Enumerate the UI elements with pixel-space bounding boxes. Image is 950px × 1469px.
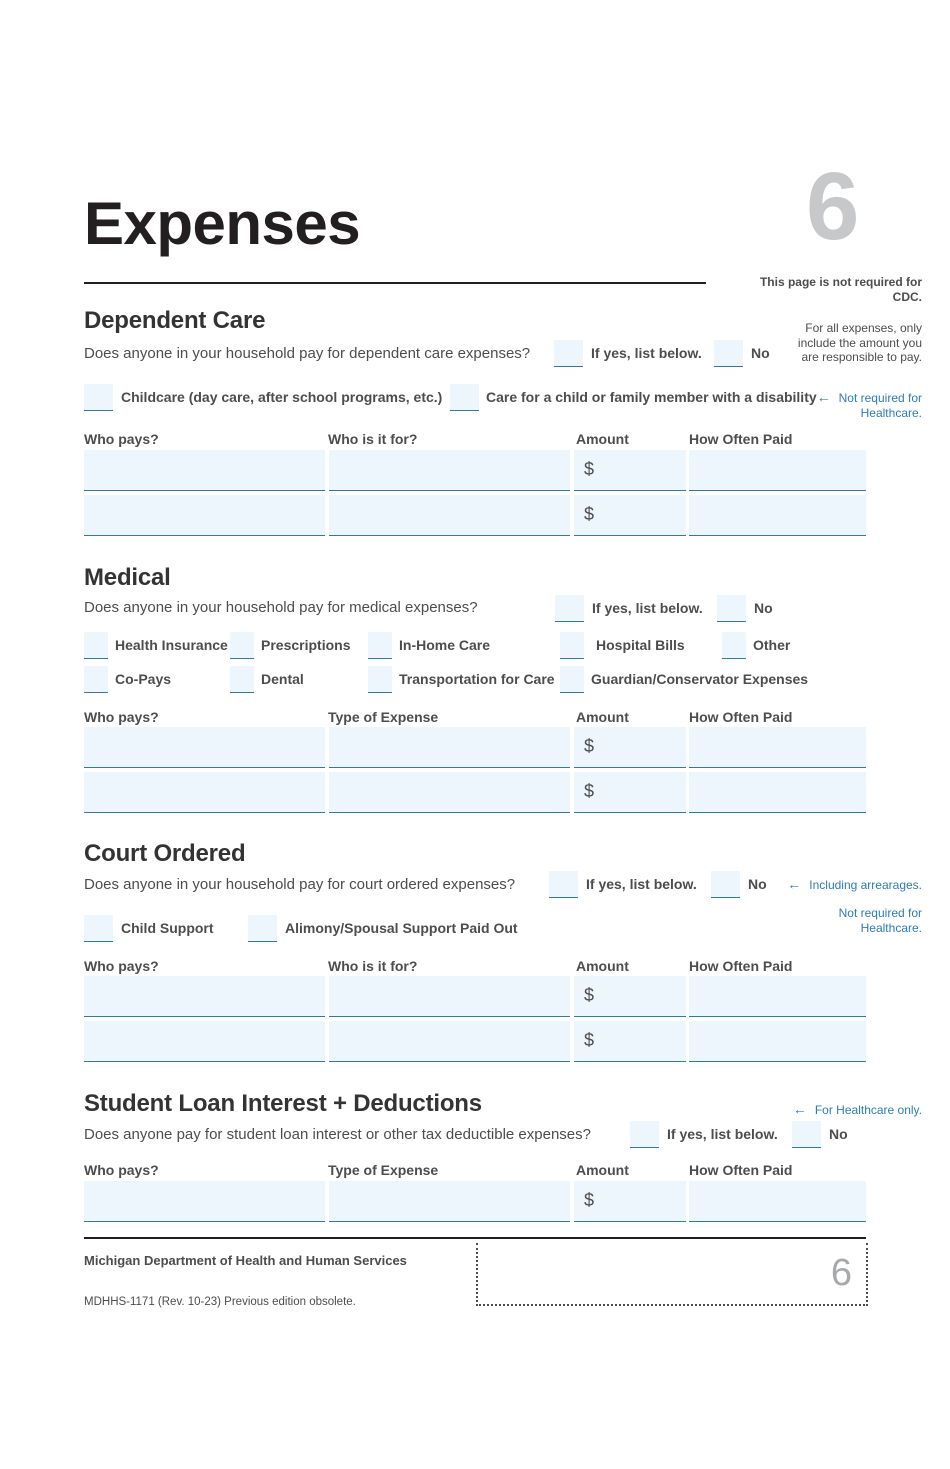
note-all-expenses: For all expenses, only include the amount you are responsible to pay. [797, 321, 922, 364]
dependent-care-yes-checkbox[interactable] [554, 340, 583, 367]
court-row1-amount-input[interactable] [574, 976, 686, 1017]
transportation-checkbox[interactable] [368, 666, 392, 693]
col-who-for: Who is it for? [328, 431, 418, 447]
alimony-checkbox[interactable] [248, 915, 277, 942]
childcare-checkbox[interactable] [84, 384, 113, 411]
court-ordered-no-label: No [748, 876, 767, 892]
col-how-often: How Often Paid [689, 709, 793, 725]
student-loan-row1-type-input[interactable] [329, 1181, 570, 1222]
court-ordered-no-checkbox[interactable] [711, 871, 740, 898]
student-loan-yes-label: If yes, list below. [667, 1126, 778, 1142]
col-amount: Amount [576, 1162, 629, 1178]
court-ordered-question: Does anyone in your household pay for court ordered expenses? [84, 876, 516, 893]
note-including-arrearages: ← Including arrearages. [787, 876, 922, 892]
student-loan-row1-who-pays-input[interactable] [84, 1181, 325, 1222]
co-pays-label: Co-Pays [115, 671, 172, 687]
childcare-label: Childcare (day care, after school programs, etc.) [121, 389, 443, 405]
dental-label: Dental [261, 671, 304, 687]
dependent-care-row1-amount-input[interactable] [574, 450, 686, 491]
dependent-care-row1-how-often-input[interactable] [689, 450, 866, 491]
court-row2-amount-input[interactable] [574, 1021, 686, 1062]
guardian-checkbox[interactable] [560, 666, 584, 693]
footer-form-info: MDHHS-1171 (Rev. 10-23) Previous edition obsolete. [84, 1296, 356, 1308]
dollar-sign: $ [584, 985, 595, 1005]
in-home-care-label: In-Home Care [399, 637, 491, 653]
dollar-sign: $ [584, 1030, 595, 1050]
court-row1-who-pays-input[interactable] [84, 976, 325, 1017]
medical-row1-how-often-input[interactable] [689, 727, 866, 768]
col-who-pays: Who pays? [84, 709, 159, 725]
dependent-care-heading: Dependent Care [84, 307, 266, 334]
col-how-often: How Often Paid [689, 431, 793, 447]
student-loan-row1-amount-input[interactable] [574, 1181, 686, 1222]
co-pays-checkbox[interactable] [84, 666, 108, 693]
note-not-required-cdc: This page is not required for CDC. [759, 275, 922, 304]
note-healthcare-only: ← For Healthcare only. [792, 1101, 922, 1117]
court-ordered-heading: Court Ordered [84, 840, 246, 867]
col-how-often: How Often Paid [689, 1162, 793, 1178]
disability-care-label: Care for a child or family member with a disability [486, 389, 817, 405]
footer-department: Michigan Department of Health and Human Services [84, 1253, 407, 1268]
col-amount: Amount [576, 431, 629, 447]
dental-checkbox[interactable] [230, 666, 254, 693]
court-ordered-yes-checkbox[interactable] [549, 871, 578, 898]
student-loan-no-label: No [829, 1126, 848, 1142]
dollar-sign: $ [584, 781, 595, 801]
court-row2-who-pays-input[interactable] [84, 1021, 325, 1062]
medical-row1-who-pays-input[interactable] [84, 727, 325, 768]
left-arrow-icon: ← [787, 876, 802, 892]
dependent-care-row2-who-for-input[interactable] [329, 495, 570, 536]
court-row1-how-often-input[interactable] [689, 976, 866, 1017]
dependent-care-row2-who-pays-input[interactable] [84, 495, 325, 536]
student-loan-yes-checkbox[interactable] [630, 1121, 659, 1148]
student-loan-heading: Student Loan Interest + Deductions [84, 1090, 482, 1117]
prescriptions-checkbox[interactable] [230, 632, 254, 659]
left-arrow-icon: ← [816, 389, 831, 405]
student-loan-row1-how-often-input[interactable] [689, 1181, 866, 1222]
other-checkbox[interactable] [722, 632, 746, 659]
dependent-care-yes-label: If yes, list below. [591, 345, 702, 361]
health-insurance-checkbox[interactable] [84, 632, 108, 659]
col-who-pays: Who pays? [84, 431, 159, 447]
hospital-bills-checkbox[interactable] [560, 632, 584, 659]
medical-row2-how-often-input[interactable] [689, 772, 866, 813]
court-ordered-yes-label: If yes, list below. [586, 876, 697, 892]
col-type-of-expense: Type of Expense [328, 1162, 439, 1178]
title-divider [84, 282, 706, 284]
dependent-care-row1-who-for-input[interactable] [329, 450, 570, 491]
dependent-care-row2-amount-input[interactable] [574, 495, 686, 536]
other-label: Other [753, 637, 791, 653]
page-number-box [476, 1243, 868, 1306]
medical-yes-checkbox[interactable] [555, 595, 584, 622]
col-amount: Amount [576, 709, 629, 725]
guardian-label: Guardian/Conservator Expenses [591, 671, 809, 687]
medical-heading: Medical [84, 564, 171, 591]
col-who-pays: Who pays? [84, 958, 159, 974]
medical-no-checkbox[interactable] [717, 595, 746, 622]
dependent-care-question: Does anyone in your household pay for dependent care expenses? [84, 345, 531, 362]
dollar-sign: $ [584, 736, 595, 756]
student-loan-question: Does anyone pay for student loan interest or other tax deductible expenses? [84, 1126, 591, 1143]
student-loan-no-checkbox[interactable] [792, 1121, 821, 1148]
note-not-required-healthcare-2: Not required for Healthcare. [838, 906, 922, 935]
page-title: Expenses [84, 190, 361, 257]
medical-row2-type-input[interactable] [329, 772, 570, 813]
court-row1-who-for-input[interactable] [329, 976, 570, 1017]
court-row2-who-for-input[interactable] [329, 1021, 570, 1062]
medical-row1-type-input[interactable] [329, 727, 570, 768]
footer-page-number: 6 [830, 1252, 852, 1294]
medical-question: Does anyone in your household pay for medical expenses? [84, 599, 478, 616]
disability-care-checkbox[interactable] [450, 384, 479, 411]
hospital-bills-label: Hospital Bills [596, 637, 685, 653]
col-amount: Amount [576, 958, 629, 974]
health-insurance-label: Health Insurance [115, 637, 228, 653]
col-who-for: Who is it for? [328, 958, 418, 974]
court-row2-how-often-input[interactable] [689, 1021, 866, 1062]
dollar-sign: $ [584, 1190, 595, 1210]
dependent-care-no-checkbox[interactable] [714, 340, 743, 367]
footer-divider [84, 1237, 866, 1239]
dependent-care-row2-how-often-input[interactable] [689, 495, 866, 536]
dollar-sign: $ [584, 459, 595, 479]
left-arrow-icon: ← [792, 1101, 807, 1117]
col-type-of-expense: Type of Expense [328, 709, 439, 725]
medical-yes-label: If yes, list below. [592, 600, 703, 616]
medical-row1-amount-input[interactable] [574, 727, 686, 768]
medical-row2-amount-input[interactable] [574, 772, 686, 813]
dollar-sign: $ [584, 504, 595, 524]
child-support-checkbox[interactable] [84, 915, 113, 942]
in-home-care-checkbox[interactable] [368, 632, 392, 659]
col-how-often: How Often Paid [689, 958, 793, 974]
medical-row2-who-pays-input[interactable] [84, 772, 325, 813]
child-support-label: Child Support [121, 920, 214, 936]
medical-no-label: No [754, 600, 773, 616]
transportation-label: Transportation for Care [399, 671, 555, 687]
dependent-care-row1-who-pays-input[interactable] [84, 450, 325, 491]
note-not-required-healthcare: ← Not required for Healthcare. [816, 389, 922, 420]
alimony-label: Alimony/Spousal Support Paid Out [285, 920, 518, 936]
col-who-pays: Who pays? [84, 1162, 159, 1178]
prescriptions-label: Prescriptions [261, 637, 351, 653]
dependent-care-no-label: No [751, 345, 770, 361]
section-number: 6 [806, 153, 860, 260]
